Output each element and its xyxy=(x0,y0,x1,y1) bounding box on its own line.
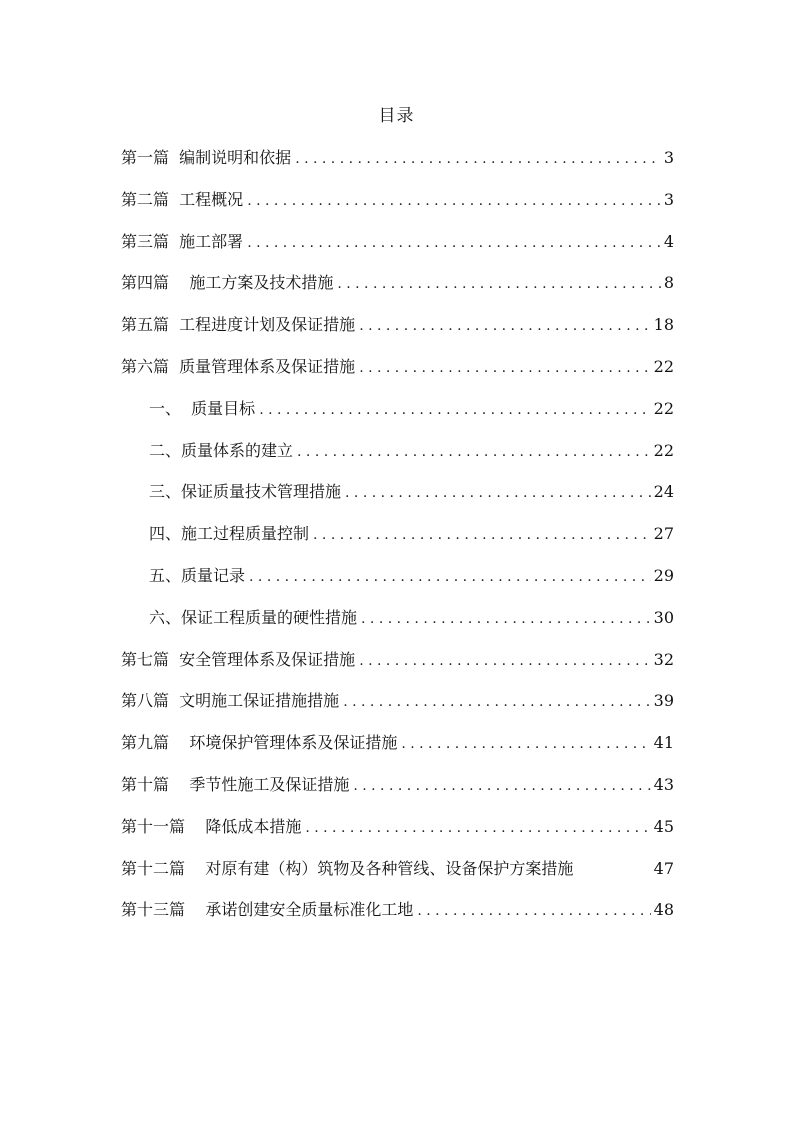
toc-entry-label: 第二篇 工程概况 xyxy=(121,189,244,209)
toc-entry[interactable] xyxy=(121,146,674,188)
toc-entry-label: 第十篇 季节性施工及保证措施 xyxy=(121,774,350,794)
toc-entry-label: 五、质量记录 xyxy=(149,565,246,585)
toc-dot-leader xyxy=(297,440,651,464)
toc-dot-leader xyxy=(353,774,650,798)
toc-page-number: 22 xyxy=(653,440,674,460)
toc-page-number: 24 xyxy=(653,482,674,502)
toc-entry-label: 第四篇 施工方案及技术措施 xyxy=(121,273,334,293)
toc-entry-label: 第一篇 编制说明和依据 xyxy=(121,148,292,167)
toc-entry-label: 四、施工过程质量控制 xyxy=(149,524,310,544)
toc-page-number: 8 xyxy=(663,273,674,293)
toc-entry-label: 一、 质量目标 xyxy=(149,398,256,418)
toc-entry[interactable] xyxy=(121,355,674,397)
toc-dot-leader xyxy=(337,272,660,296)
toc-page-number: 48 xyxy=(653,900,674,920)
toc-page-number: 3 xyxy=(663,148,674,167)
toc-subentry[interactable] xyxy=(121,439,674,481)
toc-entry[interactable] xyxy=(121,230,674,272)
toc-page-number: 4 xyxy=(663,231,674,251)
toc-entry-label: 第九篇 环境保护管理体系及保证措施 xyxy=(121,733,398,753)
toc-entry-label: 第七篇 安全管理体系及保证措施 xyxy=(121,649,356,669)
toc-entry-label: 第十一篇 降低成本措施 xyxy=(121,816,302,836)
toc-dot-leader xyxy=(417,899,650,923)
toc-dot-leader xyxy=(401,732,650,756)
toc-dot-leader xyxy=(259,398,650,422)
toc-entry-label: 三、保证质量技术管理措施 xyxy=(149,482,342,502)
toc-dot-leader xyxy=(345,481,651,505)
toc-entry-label: 第十三篇 承诺创建安全质量标准化工地 xyxy=(121,900,414,920)
toc-page-number: 47 xyxy=(653,858,674,878)
toc-dot-leader xyxy=(247,189,661,213)
toc-page-number: 3 xyxy=(663,189,674,209)
toc-dot-leader xyxy=(359,649,650,673)
toc-entry[interactable] xyxy=(121,313,674,355)
toc-entry[interactable] xyxy=(121,773,674,815)
toc-page-number: 29 xyxy=(653,565,674,585)
toc-entry-label: 第十二篇 对原有建（构）筑物及各种管线、设备保护方案措施 xyxy=(121,858,574,878)
toc-entry-label: 第三篇 施工部署 xyxy=(121,231,244,251)
toc-page-number: 18 xyxy=(653,315,674,335)
toc-subentry[interactable] xyxy=(121,564,674,606)
toc-page-number: 22 xyxy=(653,398,674,418)
toc-page-number: 22 xyxy=(653,356,674,376)
toc-entry-label: 二、质量体系的建立 xyxy=(149,440,294,460)
toc-entry[interactable] xyxy=(121,731,674,773)
toc-entry[interactable] xyxy=(121,648,674,690)
toc-page-number: 32 xyxy=(653,649,674,669)
toc-dot-leader xyxy=(305,816,650,840)
toc-entry[interactable] xyxy=(121,857,674,899)
toc-page-number: 45 xyxy=(653,816,674,836)
toc-entry-label: 第五篇 工程进度计划及保证措施 xyxy=(121,315,356,335)
toc-page-number: 43 xyxy=(653,774,674,794)
table-of-contents xyxy=(121,146,674,940)
toc-page-number: 39 xyxy=(653,691,674,711)
toc-subentry[interactable] xyxy=(121,606,674,648)
toc-dot-leader xyxy=(359,356,650,380)
toc-entry[interactable] xyxy=(121,815,674,857)
toc-entry-label: 第八篇 文明施工保证措施措施 xyxy=(121,691,340,711)
toc-page-number: 41 xyxy=(653,733,674,753)
toc-dot-leader xyxy=(249,565,651,589)
toc-dot-leader xyxy=(313,523,651,547)
toc-dot-leader xyxy=(295,147,661,171)
toc-dot-leader xyxy=(247,231,661,255)
toc-entry[interactable] xyxy=(121,271,674,313)
toc-page-number: 30 xyxy=(653,607,674,627)
toc-page-number: 27 xyxy=(653,524,674,544)
toc-dot-leader xyxy=(361,607,651,631)
toc-dot-leader xyxy=(343,690,650,714)
toc-entry[interactable] xyxy=(121,188,674,230)
toc-dot-leader xyxy=(359,314,650,338)
toc-entry-label: 六、保证工程质量的硬性措施 xyxy=(149,607,358,627)
toc-entry[interactable] xyxy=(121,689,674,731)
toc-title: 目录 xyxy=(378,106,415,126)
toc-entry-label: 第六篇 质量管理体系及保证措施 xyxy=(121,356,356,376)
toc-subentry[interactable] xyxy=(121,480,674,522)
toc-subentry[interactable] xyxy=(121,522,674,564)
toc-entry[interactable] xyxy=(121,898,674,940)
toc-subentry[interactable] xyxy=(121,397,674,439)
